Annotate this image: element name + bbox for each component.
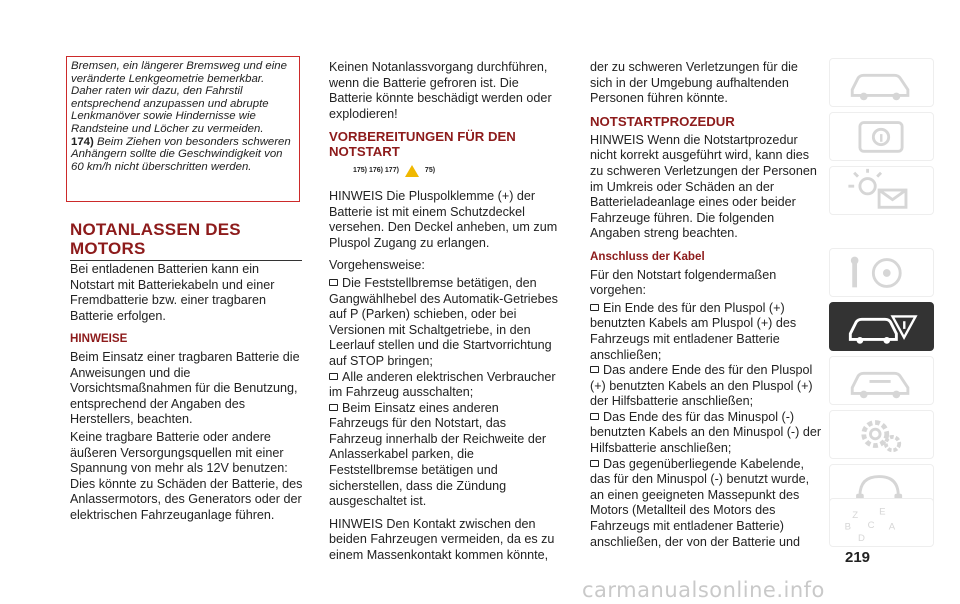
contact-paragraph: HINWEIS Den Kontakt zwischen den beiden Fahrzeugen vermeiden, da es zu einem Massenkontakt kommen könnte, xyxy=(329,516,555,563)
jumpstart-heading: NOTSTARTPROZEDUR xyxy=(590,113,735,129)
bullet-icon xyxy=(329,404,338,411)
voltage-paragraph: Keine tragbare Batterie oder andere äußeren Versorgungsquellen mit einer Spannung von mehr als 12V benutzen: Dies könnte zu Schäden der Batterie, des Anlassermotors, des Generators oder der elektrischen Fahrzeuganlage führen. xyxy=(70,429,303,522)
procedure-hinweis: HINWEIS Wenn die Notstartprozedur nicht korrekt ausgeführt wird, kann dies zu schweren Verletzungen der Personen im Umkreis oder Schäden an der Batterieladeanlage eines oder beider Fahrzeuge führen. Die folgenden Angaben streng beachten. xyxy=(590,132,817,241)
cable-subheading: Anschluss der Kabel xyxy=(590,249,705,263)
list-item: Das gegenüberliegende Kabelende, das für den Minuspol (-) benutzt wurde, an einen geeigneten Massepunkt des Motors (Metallteil des Motors des Fahrzeugs mit entladener Batterie) anschließen, der von der Batterie und xyxy=(590,456,810,549)
list-item: Ein Ende des für den Pluspol (+) benutzten Kabels am Pluspol (+) des Fahrzeugs mit entladener Batterie anschließen; xyxy=(590,300,797,362)
tab-emergency[interactable] xyxy=(829,302,934,351)
index-letter: D xyxy=(858,533,865,545)
note-refs: 175) 176) 177) xyxy=(353,167,399,175)
gear-icon xyxy=(830,411,933,458)
procedure-label: Vorgehensweise: xyxy=(329,258,425,273)
bullet-icon xyxy=(329,279,338,286)
bullet-icon xyxy=(590,413,599,420)
watermark: carmanualsonline.info xyxy=(582,578,825,602)
warning-box xyxy=(66,56,300,202)
column-3 xyxy=(590,60,822,550)
bullet-icon xyxy=(590,304,599,311)
car-breakdown-icon xyxy=(830,303,933,350)
list-item: Das Ende des für das Minuspol (-) benutzten Kabels an den Minuspol (-) der Hilfsbatterie anschließen; xyxy=(590,409,822,456)
cable-intro: Für den Notstart folgendermaßen vorgehen: xyxy=(590,267,777,298)
index-letter: A xyxy=(888,521,896,533)
list-item: Alle anderen elektrischen Verbraucher im Fahrzeug ausschalten; xyxy=(329,369,556,400)
column-1 xyxy=(70,262,306,531)
bullet-icon xyxy=(590,366,599,373)
index-letter: E xyxy=(879,506,886,518)
car-service-icon xyxy=(830,357,933,404)
car-icon xyxy=(830,59,933,106)
preparation-heading: VORBEREITUNGEN FÜR DEN NOTSTART xyxy=(329,129,516,160)
index-icon xyxy=(830,499,933,546)
list-item: Die Feststellbremse betätigen, den Gangwählhebel des Automatik-Getriebes auf P (Parken) schieben, oder bei Versionen mit Schaltgetriebe, in den Leerlauf stellen und die Startvorrichtung auf STOP bringen; xyxy=(329,275,558,368)
warning-triangle-icon xyxy=(405,165,419,177)
tab-index[interactable] xyxy=(829,498,934,547)
list-item: Das andere Ende des für den Pluspol (+) benutzten Kabels an den Pluspol (+) der Hilfsbatterie anschließen; xyxy=(590,363,813,409)
warning-ref: 174) xyxy=(71,135,94,148)
list-item: Beim Einsatz eines anderen Fahrzeugs für den Notstart, das Fahrzeug innerhalb der Reichweite der Anlasserkabel parken, die Feststellbremse betätigen und sicherstellen, dass die Zündung ausgeschaltet ist. xyxy=(329,400,547,509)
tab-car-overview[interactable] xyxy=(829,58,934,107)
index-letter: C xyxy=(867,519,875,531)
tab-maintenance[interactable] xyxy=(829,356,934,405)
hinweis-label: HINWEISE xyxy=(70,332,128,346)
plus-terminal-paragraph: HINWEIS Die Pluspolklemme (+) der Batterie ist mit einem Schutzdeckel versehen. Den Deckel anheben, um zum Pluspol Zugang zu erlangen. xyxy=(329,188,558,250)
warning-lights-icon xyxy=(830,167,933,214)
index-letter: Z xyxy=(852,510,859,522)
injury-paragraph: der zu schweren Verletzungen für die sich in der Umgebung aufhaltenden Personen führen könnte. xyxy=(590,60,798,106)
warning-ref-text: Beim Ziehen von besonders schweren Anhängern sollte die Geschwindigkeit von 60 km/h nicht überschritten werden. xyxy=(71,135,291,173)
frozen-battery-paragraph: Keinen Notanlassvorgang durchführen, wenn die Batterie gefroren ist. Die Batterie könnte beschädigt werden oder explodieren! xyxy=(329,60,552,121)
info-icon xyxy=(830,113,933,160)
tab-lights-messages[interactable] xyxy=(829,166,934,215)
bullet-icon xyxy=(329,373,338,380)
intro-paragraph: Bei entladenen Batterien kann ein Notstart mit Batteriekabeln und einer Fremdbatterie bzw. einer tragbaren Batterie erfolgen. xyxy=(70,262,275,323)
index-letter: B xyxy=(844,521,851,533)
bullet-icon xyxy=(590,460,599,467)
column-2 xyxy=(329,60,561,571)
note-warn-ref: 75) xyxy=(424,167,436,175)
warning-text: Bremsen, ein längerer Bremsweg und eine veränderte Lenkgeometrie bemerkbar. Daher raten wir dazu, den Fahrstil entsprechend anzupassen und abrupte Lenkmanöver sowie Hindernisse wie Randsteine und Löcher zu vermeiden. xyxy=(71,60,287,135)
page-number: 219 xyxy=(845,549,871,566)
section-title: NOTANLASSEN DES MOTORS xyxy=(70,220,302,261)
hinweis-paragraph: Beim Einsatz einer tragbaren Batterie die Anweisungen und die Vorsichtsmaßnahmen für die Benutzung, entsprechend der Angaben des Herstellers, beachten. xyxy=(70,349,300,427)
tab-technical-data[interactable] xyxy=(829,410,934,459)
steering-wheel-icon xyxy=(830,249,933,296)
note-references xyxy=(353,163,561,179)
tab-safety[interactable] xyxy=(829,248,934,297)
tab-instruments[interactable] xyxy=(829,112,934,161)
